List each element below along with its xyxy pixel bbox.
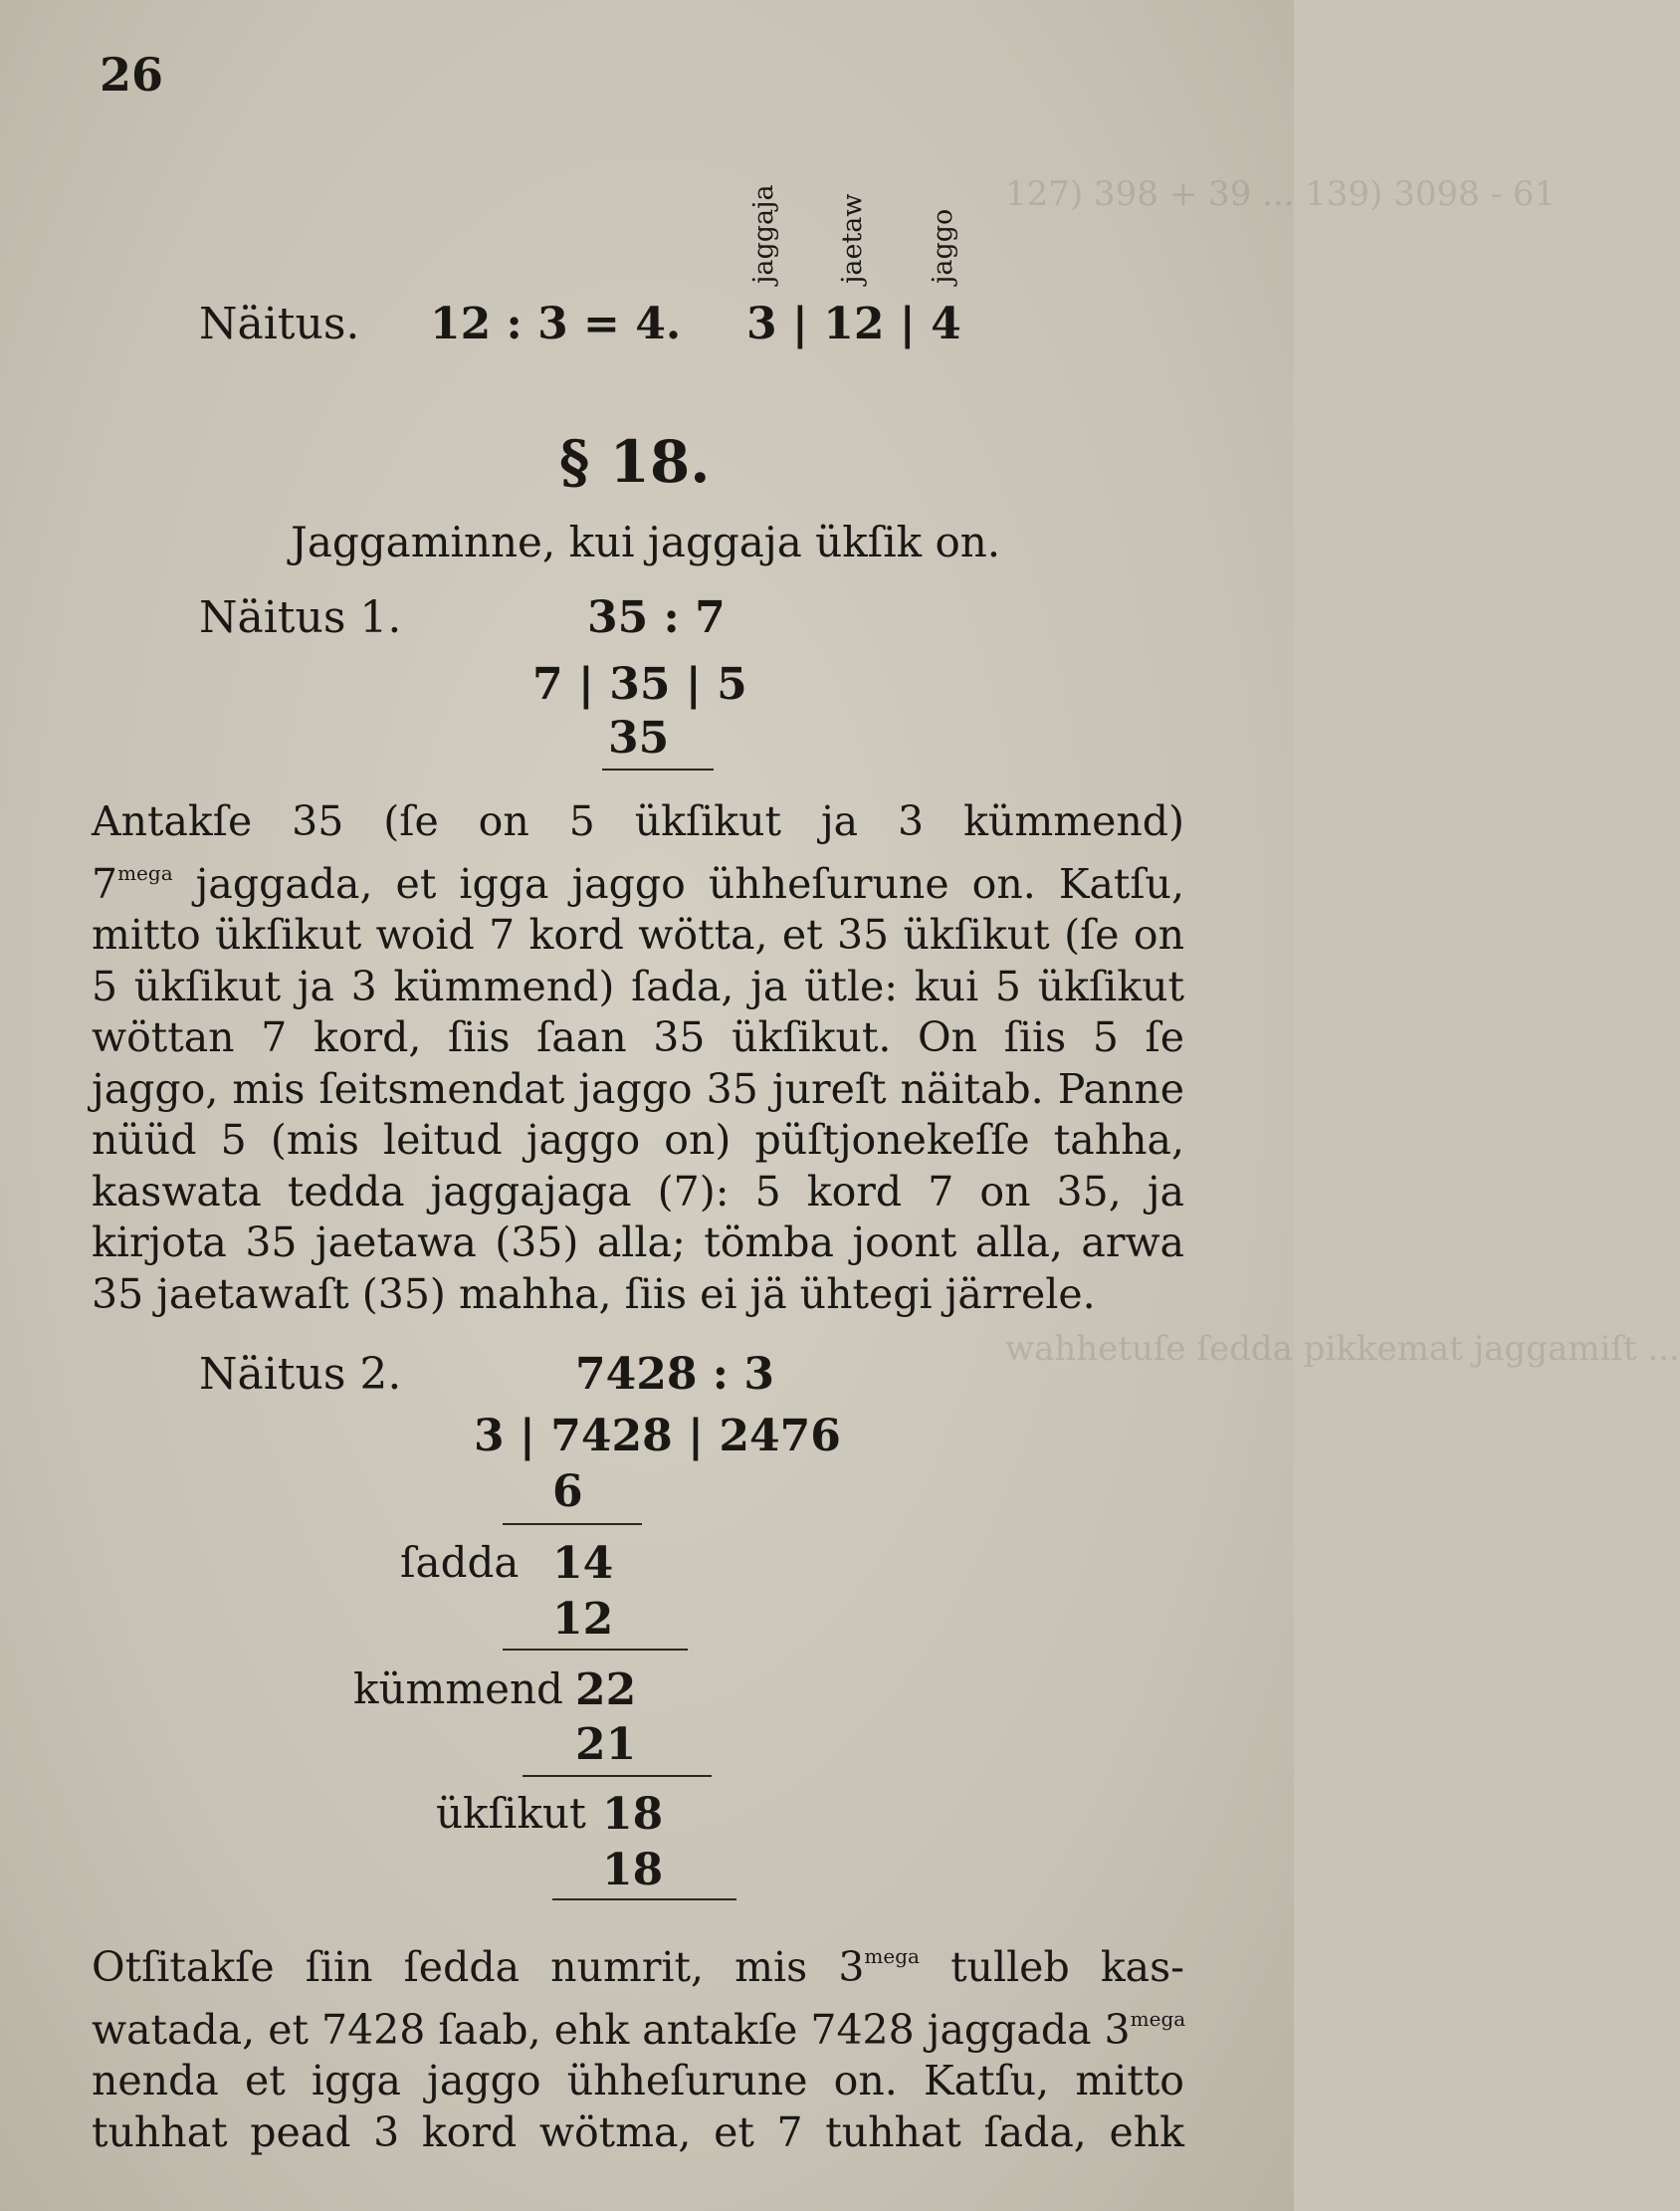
header-dividend: jaetaw [837, 193, 868, 284]
subtraction-rule [523, 1775, 712, 1777]
subtraction-rule [602, 769, 714, 771]
text-line: kaswata tedda jaggajaga (7): 5 kord 7 on 35, ja [92, 1167, 1184, 1216]
step-value: 12 [552, 1594, 614, 1645]
subtraction-rule [503, 1649, 688, 1651]
header-quotient: jaggo [928, 208, 958, 284]
example-label: Näitus 2. [199, 1349, 402, 1400]
step-value: 6 [552, 1466, 583, 1517]
text-line [92, 1994, 1184, 2057]
text-line [92, 848, 1184, 911]
division-row: 3 | 12 | 4 [746, 299, 961, 349]
superscript: mega [864, 1944, 920, 1968]
example-label: Näitus. [199, 299, 360, 349]
page-number: 26 [100, 48, 164, 102]
explanation-paragraph [92, 1931, 1184, 2158]
step-value: 18 [602, 1845, 664, 1895]
text-line: 5 ükſikut ja 3 kümmend) ſada, ja ütle: kui 5 ükſikut [92, 962, 1184, 1010]
text-line [92, 1931, 1184, 1994]
step-label: ſadda [400, 1538, 520, 1587]
division-row: 3 | 7428 | 2476 [474, 1411, 841, 1461]
text-line: Antakſe 35 (ſe on 5 ükſikut ja 3 kümmend) [92, 797, 1184, 845]
text-fragment: jaggada, et igga jaggo ühheſurune on. Katſu, [172, 859, 1184, 908]
example-problem: 35 : 7 [587, 592, 726, 643]
subtraction-rule [503, 1523, 642, 1525]
step-label: kümmend [353, 1664, 563, 1713]
step-value: 22 [575, 1664, 637, 1715]
example-label: Näitus 1. [199, 592, 402, 643]
text-line: kirjota 35 jaetawa (35) alla; tömba joont alla, arwa [92, 1218, 1184, 1266]
text-line: jaggo, mis ſeitsmendat jaggo 35 jureſt näitab. Panne [92, 1064, 1184, 1113]
text-line: wöttan 7 kord, ſiis ſaan 35 ükſikut. On ſiis 5 ſe [92, 1013, 1184, 1061]
superscript: mega [117, 860, 173, 885]
example-problem: 7428 : 3 [575, 1349, 774, 1400]
text-line: mitto ükſikut woid 7 kord wötta, et 35 ükſikut (ſe on [92, 911, 1184, 959]
section-subheading: Jaggaminne, kui jaggaja ükſik on. [291, 518, 1001, 566]
step-label: ükſikut [436, 1789, 586, 1838]
text-fragment: Otſitakſe ſiin ſedda numrit, mis 3 [92, 1943, 865, 1991]
bleed-through-text: wahhetuſe ſedda pikkemat jaggamiſt ... [1005, 1329, 1680, 1369]
text-fragment: 7 [92, 859, 118, 908]
step-value: 14 [552, 1538, 614, 1589]
section-heading: § 18. [559, 428, 711, 496]
header-divisor: jaggaja [748, 184, 779, 284]
text-line: tuhhat pead 3 kord wötma, et 7 tuhhat ſada, ehk [92, 2107, 1184, 2156]
example-equation: 12 : 3 = 4. [430, 299, 682, 349]
text-line: 35 jaetawaſt (35) mahha, ſiis ei jä ühtegi järrele. [92, 1269, 1096, 1318]
subtraction-rule [552, 1898, 736, 1900]
superscript: mega [1130, 2006, 1186, 2031]
step-value: 21 [575, 1719, 637, 1770]
text-fragment: watada, et 7428 ſaab, ehk antakſe 7428 jaggada 3 [92, 2005, 1131, 2054]
product-line: 35 [608, 713, 670, 764]
text-line: nüüd 5 (mis leitud jaggo on) püſtjonekeſſe tahha, [92, 1116, 1184, 1164]
bleed-through-text: 127) 398 + 39 ... 139) 3098 - 61 [1005, 174, 1557, 214]
division-row: 7 | 35 | 5 [532, 659, 747, 710]
text-fragment: tulleb kas- [919, 1943, 1185, 1991]
text-line: nenda et igga jaggo ühheſurune on. Katſu, mitto [92, 2057, 1184, 2104]
explanation-paragraph [92, 796, 1184, 1320]
step-value: 18 [602, 1789, 664, 1840]
